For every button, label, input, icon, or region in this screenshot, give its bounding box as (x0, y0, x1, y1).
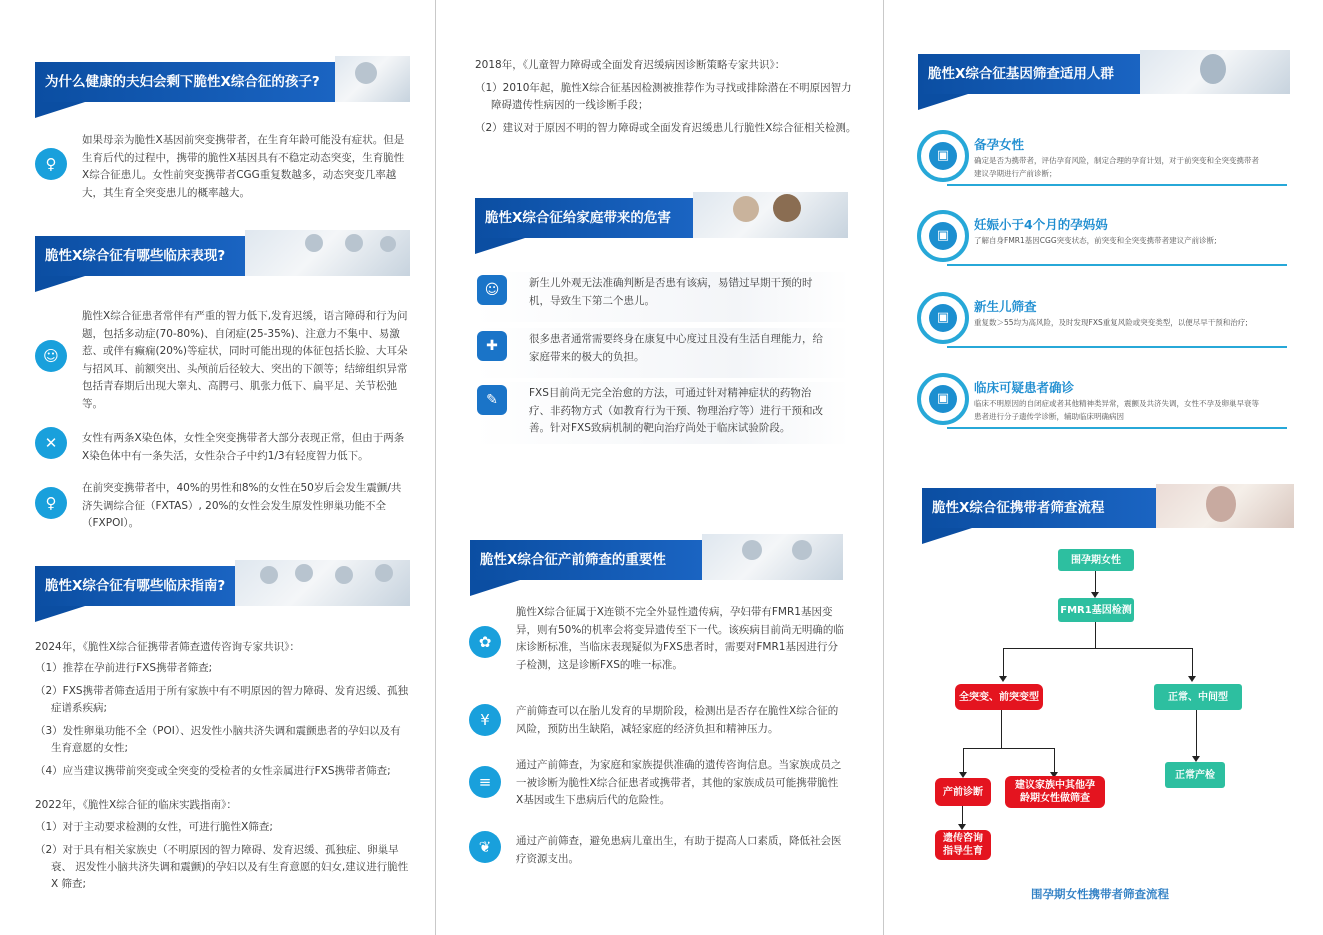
population-desc: 临床不明原因的自闭症或者其他精神类异常，震颤及共济失调，女性不孕及卵巢早衰等患者进行分子遗传学诊断，辅助临床明确病因 (974, 399, 1259, 421)
list-item: （4）应当建议携带前突变或全突变的受检者的女性亲属进行FXS携带者筛查; (35, 765, 391, 777)
section-title: 脆性X综合征产前筛查的重要性 (470, 540, 702, 580)
monitor-icon: ▣ (929, 304, 957, 332)
money-icon: ¥ (469, 704, 501, 736)
flowchart-caption: 围孕期女性携带者筛查流程 (1031, 887, 1169, 901)
banner-photo (1140, 50, 1290, 94)
flow-node: 正常产检 (1165, 762, 1225, 788)
chromosome-icon: ✕ (35, 427, 67, 459)
harm-text: 新生儿外观无法准确判断是否患有该病，易错过早期干预的时机，导致生下第二个患儿。 (529, 277, 813, 307)
population-desc: 确定是否为携带者，评估孕育风险，制定合理的孕育计划，对于前突变和全突变携带者建议孕期进行产前诊断； (974, 156, 1259, 178)
section-banner (35, 566, 410, 606)
population-item (917, 210, 1293, 268)
uterus-icon: ♀ (35, 487, 67, 519)
banner-photo (245, 230, 410, 276)
guideline-list (35, 660, 410, 786)
population-item (917, 292, 1293, 350)
population-item (917, 130, 1293, 188)
guideline-heading: 2022年，《脆性X综合征的临床实践指南》： (35, 799, 237, 811)
flow-node: FMR1基因检测 (1058, 598, 1134, 622)
paragraph: 通过产前筛查，为家庭和家族提供准确的遗传咨询信息。当家族成员之一被诊断为脆性X综合征患者或携带者，其他的家族成员可能携带脆性X基因或生下患病后代的危险性。 (516, 759, 842, 806)
flow-node: 正常、中间型 (1154, 684, 1242, 710)
monitor-icon: ▣ (929, 222, 957, 250)
section-title: 脆性X综合征携带者筛查流程 (922, 488, 1156, 528)
paragraph: 在前突变携带者中，40%的男性和8%的女性在50岁后会发生震颤/共济失调综合征（FXTAS）, 20%的女性会发生原发性卵巢功能不全（FXPOI）。 (82, 482, 402, 529)
banner-photo (693, 192, 848, 238)
flow-node: 围孕期女性 (1058, 549, 1134, 571)
paragraph: 脆性X综合征患者常伴有严重的智力低下,发育迟缓，语言障碍和行为问题，包括多动症(70-80%)、自闭症(25-35%)、注意力不集中、易激惹、或伴有癫痫(20%)等症状，同时可能出现的体征包括长脸、大耳朵与招风耳、前额突出、头颅前后径较大、突出的下颌等；结缔组织异常包括青春期后出现大睾丸、高腭弓、肌张力低下、扁平足、关节松弛等。 (82, 310, 408, 410)
population-badge (917, 130, 969, 182)
list-item: （1）对于主动要求检测的女性，可进行脆性X筛查; (35, 821, 273, 833)
harm-text: 很多患者通常需要终身在康复中心度过且没有生活自理能力，给家庭带来的极大的负担。 (529, 333, 823, 363)
banner-photo (235, 560, 410, 606)
harm-row (475, 272, 849, 322)
face-icon: ☺ (35, 340, 67, 372)
harm-text: FXS目前尚无完全治愈的方法，可通过针对精神症状的药物治疗、非药物方式（如教育行为干预、物理治疗等）进行干预和改善。针对FXS致病机制的靶向治疗尚处于临床试验阶段。 (529, 387, 823, 434)
guideline-heading: 2018年，《儿童智力障碍或全面发育迟缓病因诊断策略专家共识》： (475, 59, 786, 71)
column-divider (883, 0, 884, 935)
flow-node: 遗传咨询指导生育 (935, 830, 991, 860)
report-icon: ≡ (469, 766, 501, 798)
section-banner (922, 488, 1294, 528)
population-title: 临床可疑患者确诊 (974, 380, 1075, 395)
flow-node: 产前诊断 (935, 778, 991, 806)
population-badge (917, 292, 969, 344)
section-banner (918, 54, 1290, 94)
list-item: （1）2010年起，脆性X综合征基因检测被推荐作为寻找或排除潜在不明原因智力障碍遗传性病因的一线诊断手段； (475, 82, 852, 111)
harm-row (475, 328, 849, 378)
flow-node: 建议家族中其他孕龄期女性做筛查 (1005, 776, 1105, 808)
paragraph: 产前筛查可以在胎儿发育的早期阶段，检测出是否存在脆性X综合征的风险，预防出生缺陷，减轻家庭的经济负担和精神压力。 (516, 705, 839, 735)
population-desc: 了解自身FMR1基因CGG突变状态，前突变和全突变携带者建议产前诊断; (974, 236, 1217, 245)
section-banner (470, 540, 843, 580)
population-badge (917, 210, 969, 262)
section-title: 脆性X综合征有哪些临床指南? (35, 566, 235, 606)
population-title: 新生儿筛查 (974, 299, 1037, 314)
paragraph: 如果母亲为脆性X基因前突变携带者，在生育年龄可能没有症状。但是生育后代的过程中，携带的脆性X基因具有不稳定动态突变，生育脆性X综合征患儿。女性前突变携带者CGG重复数越多，动态突变几率越大，其生育全突变患儿的概率越大。 (82, 134, 405, 199)
banner-photo (335, 56, 410, 102)
section-title: 脆性X综合征给家庭带来的危害 (475, 198, 693, 238)
list-item: （2）FXS携带者筛查适用于所有家族中有不明原因的智力障碍、发育迟缓、孤独症谱系疾病; (35, 685, 409, 714)
monitor-icon: ▣ (929, 385, 957, 413)
section-title: 脆性X综合征基因筛查适用人群 (918, 54, 1140, 94)
baby-icon: ☺ (477, 275, 507, 305)
population-title: 妊娠小于4个月的孕妈妈 (974, 217, 1108, 232)
section-banner (35, 62, 410, 102)
list-item: （1）推荐在孕前进行FXS携带者筛查; (35, 662, 213, 674)
list-item: （2）对于具有相关家族史（不明原因的智力障碍、发育迟缓、孤独症、卵巢早衰、 迟发性小脑共济失调和震颤)的孕妇以及有生育意愿的妇女,建议进行脆性 X 筛查; (35, 844, 419, 890)
section-banner (475, 198, 848, 238)
paragraph: 通过产前筛查，避免患病儿童出生，有助于提高人口素质，降低社会医疗资源支出。 (516, 835, 842, 865)
banner-photo (1156, 484, 1294, 528)
section-title: 为什么健康的夫妇会剩下脆性X综合征的孩子? (35, 62, 335, 102)
population-item (917, 373, 1293, 431)
paragraph: 脆性X综合征属于X连锁不完全外显性遗传病，孕妇带有FMR1基因变异，则有50%的机率会将变异遗传至下一代。该疾病目前尚无明确的临床诊断标准，当临床表现疑似为FXS患者时，需要对FMR1基因进行分子检测，这是诊断FXS的唯一标准。 (516, 606, 844, 671)
guideline-list (475, 80, 860, 143)
column-divider (435, 0, 436, 935)
tooth-icon: ✿ (469, 626, 501, 658)
guideline-heading: 2024年，《脆性X综合征携带者筛查遗传咨询专家共识》： (35, 641, 300, 653)
harm-row (475, 382, 849, 444)
leaf-icon: ❦ (469, 831, 501, 863)
population-title: 备孕女性 (974, 137, 1025, 152)
section-banner (35, 236, 410, 276)
health-icon: ✚ (477, 331, 507, 361)
population-badge (917, 373, 969, 425)
mother-icon: ♀ (35, 148, 67, 180)
flow-node: 全突变、前突变型 (955, 684, 1043, 710)
banner-photo (702, 534, 843, 580)
guideline-list (35, 819, 419, 899)
list-item: （2）建议对于原因不明的智力障碍或全面发育迟缓患儿行脆性X综合征相关检测。 (475, 122, 857, 134)
medicine-icon: ✎ (477, 385, 507, 415)
section-title: 脆性X综合征有哪些临床表现? (35, 236, 245, 276)
list-item: （3）发性卵巢功能不全（POI）、迟发性小脑共济失调和震颤患者的孕妇以及有生育意愿的女性; (35, 725, 401, 754)
monitor-icon: ▣ (929, 142, 957, 170)
population-desc: 重复数＞55均为高风险，及时发现FXS重复风险或突变类型，以便尽早干预和治疗; (974, 318, 1248, 327)
paragraph: 女性有两条X染色体，女性全突变携带者大部分表现正常，但由于两条X染色体中有一条失活，女性杂合子中约1/3有轻度智力低下。 (82, 432, 405, 462)
